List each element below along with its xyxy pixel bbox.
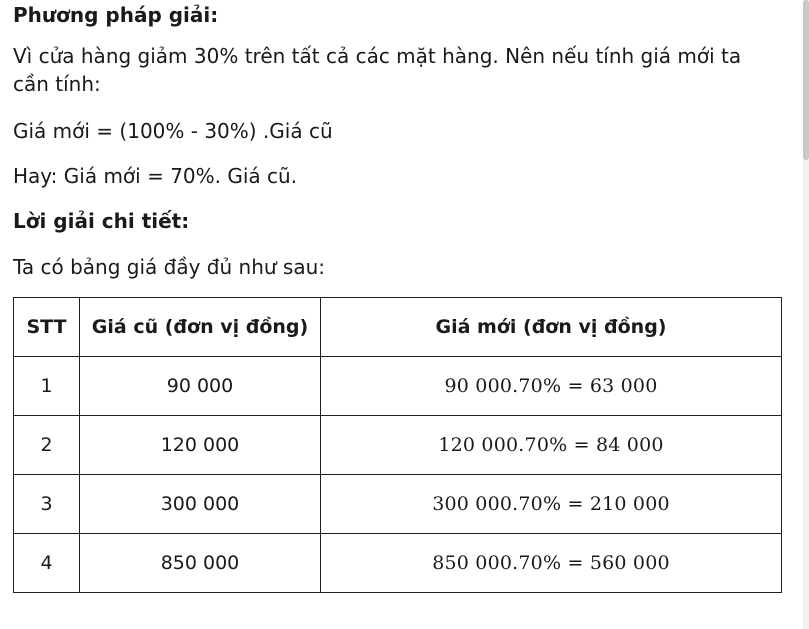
cell-new-price: 300 000.70% = 210 000 — [321, 475, 782, 534]
table-row — [14, 534, 782, 593]
header-old-price: Giá cũ (đơn vị đồng) — [80, 298, 321, 357]
table-header-row — [14, 298, 782, 357]
header-new-price: Giá mới (đơn vị đồng) — [321, 298, 782, 357]
cell-new-price: 120 000.70% = 84 000 — [321, 416, 782, 475]
cell-stt: 3 — [14, 475, 80, 534]
table-row — [14, 416, 782, 475]
cell-new-price: 850 000.70% = 560 000 — [321, 534, 782, 593]
cell-stt: 2 — [14, 416, 80, 475]
cell-old-price: 120 000 — [80, 416, 321, 475]
method-heading: Phương pháp giải: — [13, 3, 219, 27]
scrollbar-thumb[interactable] — [803, 0, 809, 160]
cell-old-price: 300 000 — [80, 475, 321, 534]
table-row — [14, 475, 782, 534]
vertical-scrollbar[interactable] — [803, 0, 809, 629]
solution-intro: Ta có bảng giá đầy đủ như sau: — [13, 255, 326, 279]
solution-heading: Lời giải chi tiết: — [13, 209, 190, 233]
cell-old-price: 90 000 — [80, 357, 321, 416]
cell-stt: 1 — [14, 357, 80, 416]
cell-stt: 4 — [14, 534, 80, 593]
price-table — [13, 297, 782, 593]
cell-old-price: 850 000 — [80, 534, 321, 593]
method-line-1: Vì cửa hàng giảm 30% trên tất cả các mặt hàng. Nên nếu tính giá mới ta cần tính: — [13, 44, 742, 96]
table-row — [14, 357, 782, 416]
cell-new-price: 90 000.70% = 63 000 — [321, 357, 782, 416]
method-formula-1: Giá mới = (100% - 30%) .Giá cũ — [13, 119, 333, 143]
method-formula-2: Hay: Giá mới = 70%. Giá cũ. — [13, 164, 298, 188]
header-stt: STT — [14, 298, 80, 357]
